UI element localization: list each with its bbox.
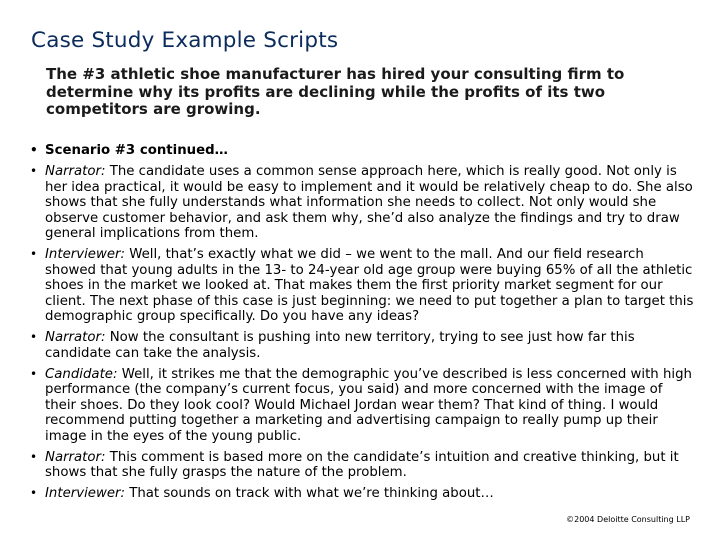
case-prompt: The #3 athletic shoe manufacturer has hired your consulting firm to determine why its profits are declining while the profits of its two competitors are growing. bbox=[46, 65, 625, 118]
bullet-icon: • bbox=[30, 143, 38, 157]
list-item bbox=[30, 247, 696, 325]
bullet-icon: • bbox=[30, 247, 38, 261]
item-text: That sounds on track with what we’re thinking about… bbox=[124, 486, 494, 501]
speaker-label: Narrator: bbox=[45, 164, 106, 179]
slide-title: Case Study Example Scripts bbox=[31, 28, 339, 53]
list-item bbox=[30, 450, 696, 481]
bullet-icon: • bbox=[30, 449, 38, 464]
speaker-label: Candidate: bbox=[45, 366, 118, 382]
copyright-footer: ©2004 Deloitte Consulting LLP bbox=[566, 515, 690, 524]
list-item bbox=[30, 486, 696, 502]
speaker-label: Narrator: bbox=[45, 449, 106, 465]
list-item bbox=[30, 143, 696, 159]
script-list bbox=[30, 143, 696, 507]
item-text: Scenario #3 continued… bbox=[45, 143, 228, 158]
bullet-icon: • bbox=[30, 330, 38, 344]
item-text: Well, that’s exactly what we did – we went to the mall. And our field research showed that young adults in the 13- to 24-year old age group were buying 65% of all the athletic shoes in the market we looked at. That makes them the first priority market segment for our client. The next phase of this case is just beginning: we need to put together a plan to target this demographic group specifically. Do you have any ideas? bbox=[45, 247, 694, 324]
item-text: The candidate uses a common sense approach here, which is really good. Not only is her idea practical, it would be easy to implement and it would be relatively cheap to do. She also shows that she fully understands what information she needs to collect. Not only would she observe customer behavior, and ask them why, she’d also analyze the findings and try to draw general implications from them. bbox=[45, 164, 693, 241]
item-text: This comment is based more on the candidate’s intuition and creative thinking, but it shows that she fully grasps the nature of the problem. bbox=[45, 449, 679, 480]
speaker-label: Interviewer: bbox=[45, 486, 125, 501]
bullet-icon: • bbox=[30, 366, 38, 381]
item-text: Now the consultant is pushing into new territory, trying to see just how far this candidate can take the analysis. bbox=[45, 330, 635, 361]
item-text: Well, it strikes me that the demographic you’ve described is less concerned with high performance (the company’s current focus, you said) and more concerned with the image of their shoes. Do they look cool? Would Michael Jordan wear them? That kind of thing. I would recommend putting together a marketing and advertising campaign to really pump up their image in the eyes of the young public. bbox=[45, 366, 692, 444]
list-item bbox=[30, 164, 696, 242]
list-item bbox=[30, 367, 696, 445]
speaker-label: Interviewer: bbox=[45, 247, 125, 262]
bullet-icon: • bbox=[30, 486, 38, 500]
list-item bbox=[30, 330, 696, 361]
bullet-icon: • bbox=[30, 164, 38, 178]
speaker-label: Narrator: bbox=[45, 330, 106, 345]
